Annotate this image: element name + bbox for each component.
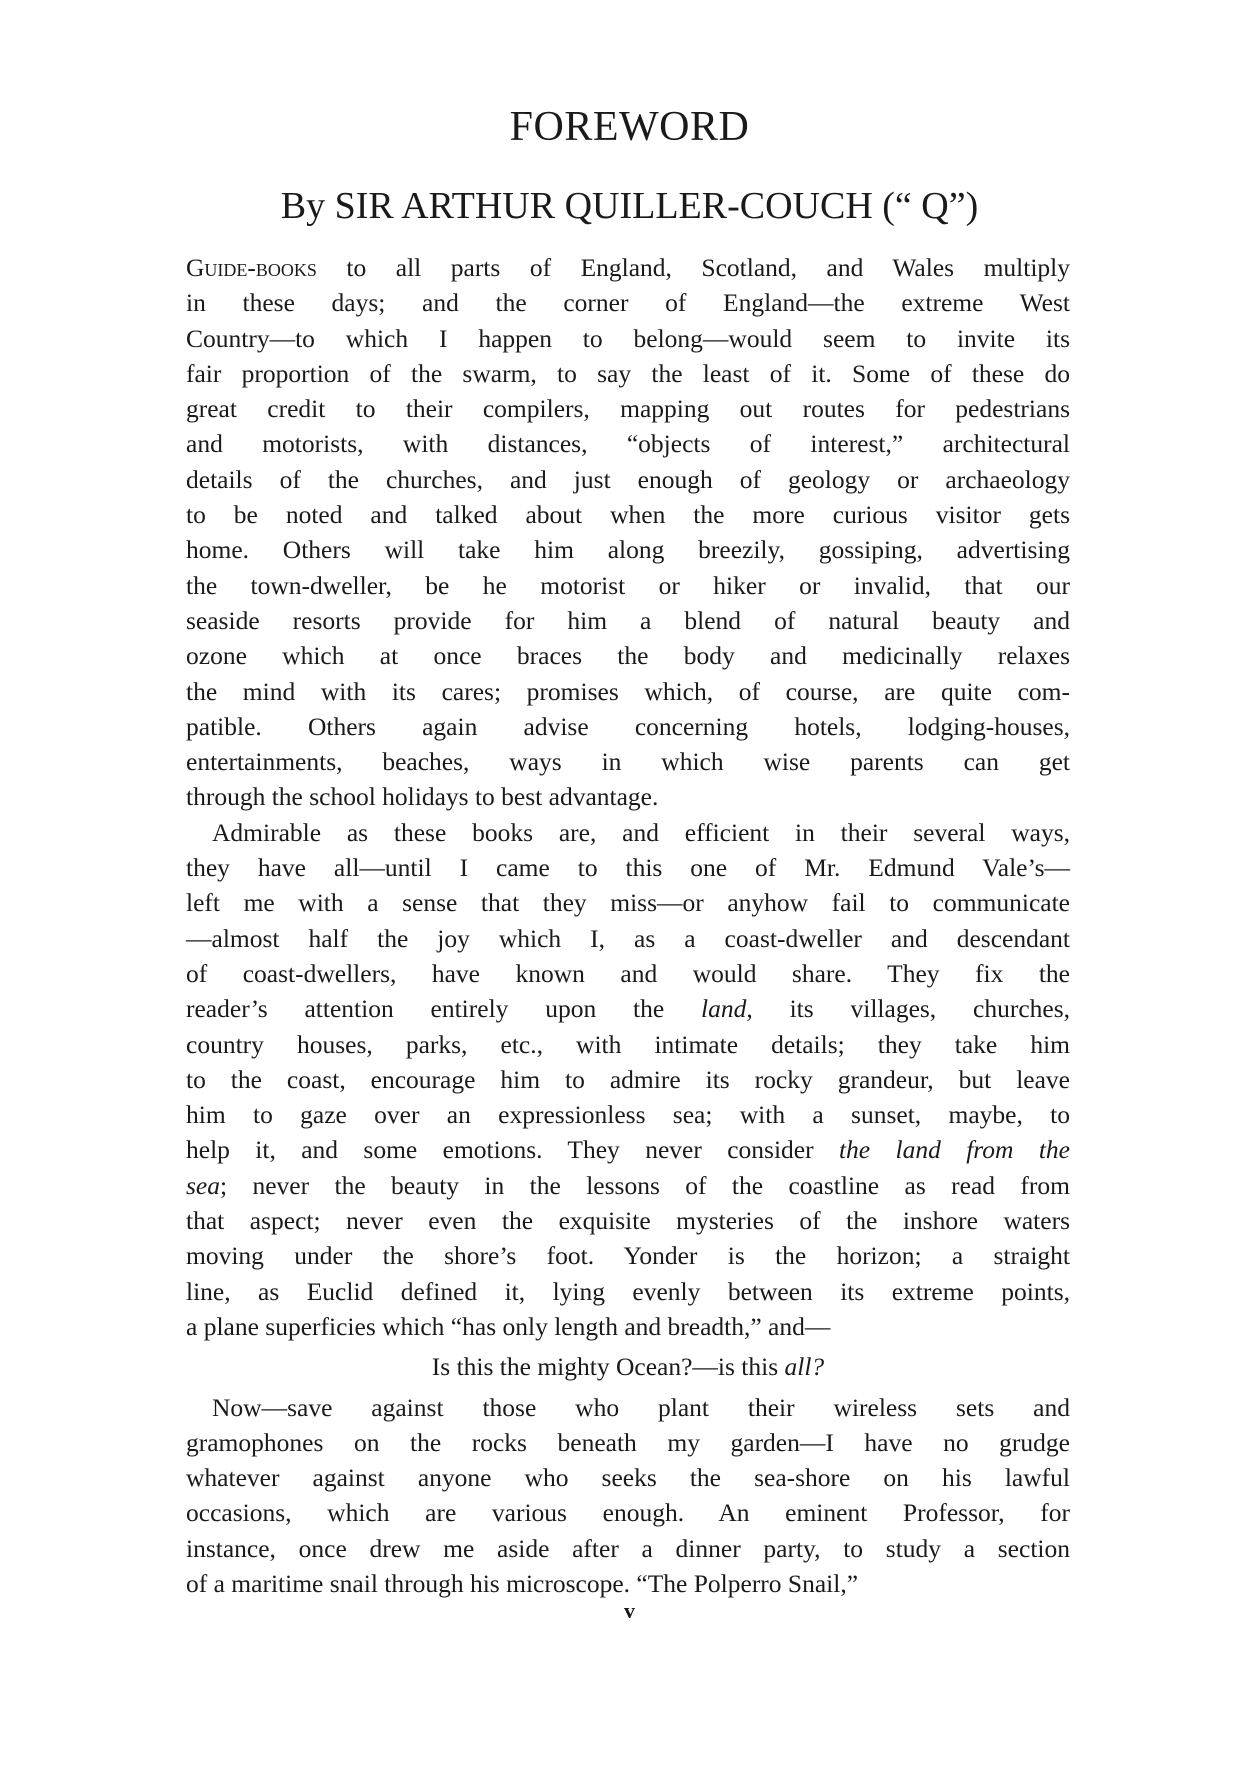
text-line: the town-dweller, be he motorist or hiker or invalid, that our: [186, 570, 1070, 600]
text-line: to the coast, encourage him to admire its rocky grandeur, but leave: [186, 1064, 1070, 1094]
text-line: through the school holidays to best advantage.: [186, 782, 659, 812]
text-line: sea; never the beauty in the lessons of the coastline as read from: [186, 1170, 1070, 1200]
text-line: occasions, which are various enough. An eminent Professor, for: [186, 1498, 1070, 1528]
foreword-text: [186, 250, 1070, 1601]
text-line: they have all—until I came to this one of Mr. Edmund Vale’s—: [186, 853, 1070, 883]
text-line: Now—save against those who plant their wireless sets and: [212, 1392, 1070, 1422]
text-line: reader’s attention entirely upon the land, its villages, churches,: [186, 994, 1070, 1024]
text-line: fair proportion of the swarm, to say the least of it. Some of these do: [186, 358, 1070, 388]
text-line: details of the churches, and just enough of geology or archaeology: [186, 464, 1070, 494]
page-number: v: [624, 1598, 635, 1623]
text-line: Guide-books to all parts of England, Scotland, and Wales multiply: [186, 253, 1070, 282]
italic-text: land: [701, 994, 747, 1024]
text-line: ozone which at once braces the body and medicinally relaxes: [186, 641, 1070, 671]
paragraph-2: [186, 815, 1070, 1344]
italic-text: all?: [784, 1352, 825, 1382]
text-line: gramophones on the rocks beneath my garden—I have no grudge: [186, 1427, 1070, 1457]
author-byline: By SIR ARTHUR QUILLER-COUCH (“ Q”): [280, 185, 979, 227]
italic-text: sea: [186, 1170, 220, 1200]
text-line: and motorists, with distances, “objects of interest,” architectural: [186, 429, 1070, 459]
paragraph-3: [186, 1390, 1070, 1602]
text-line: the mind with its cares; promises which, of course, are quite com-: [186, 676, 1070, 706]
text-line: whatever against anyone who seeks the sea-shore on his lawful: [186, 1463, 1070, 1493]
text-line: seaside resorts provide for him a blend of natural beauty and: [186, 605, 1070, 635]
text-line: moving under the shore’s foot. Yonder is the horizon; a straight: [186, 1241, 1070, 1271]
text-line: him to gaze over an expressionless sea; with a sunset, maybe, to: [186, 1100, 1070, 1130]
text-line: of coast-dwellers, have known and would share. They fix the: [186, 958, 1070, 988]
text-line: instance, once drew me aside after a dinner party, to study a section: [186, 1533, 1070, 1563]
text-line: line, as Euclid defined it, lying evenly between its extreme points,: [186, 1276, 1070, 1306]
quoted-verse: Is this the mighty Ocean?—is this all?: [431, 1352, 825, 1382]
paragraph-1: [186, 250, 1070, 815]
text-line: entertainments, beaches, ways in which wise parents can get: [186, 747, 1070, 777]
small-caps-lead: Guide-books: [186, 253, 317, 282]
text-line: a plane superficies which “has only length and breadth,” and—: [186, 1311, 831, 1341]
page-title: FOREWORD: [509, 104, 750, 150]
italic-text: the land from the: [838, 1135, 1070, 1165]
text-line: left me with a sense that they miss—or anyhow fail to communicate: [186, 888, 1070, 918]
text-line: Country—to which I happen to belong—would seem to invite its: [186, 323, 1070, 353]
text-line: help it, and some emotions. They never consider the land from the: [186, 1135, 1070, 1165]
text-line: to be noted and talked about when the more curious visitor gets: [186, 500, 1070, 530]
text-line: great credit to their compilers, mapping out routes for pedestrians: [186, 394, 1070, 424]
text-line: Admirable as these books are, and efficient in their several ways,: [212, 817, 1070, 847]
text-line: that aspect; never even the exquisite mysteries of the inshore waters: [186, 1206, 1070, 1236]
text-line: of a maritime snail through his microscope. “The Polperro Snail,”: [186, 1568, 859, 1598]
text-line: home. Others will take him along breezily, gossiping, advertising: [186, 535, 1070, 565]
text-line: —almost half the joy which I, as a coast-dweller and descendant: [186, 923, 1070, 953]
text-line: patible. Others again advise concerning hotels, lodging-houses,: [186, 711, 1070, 741]
text-line: in these days; and the corner of England—the extreme West: [186, 288, 1070, 318]
text-line: country houses, parks, etc., with intimate details; they take him: [186, 1029, 1070, 1059]
